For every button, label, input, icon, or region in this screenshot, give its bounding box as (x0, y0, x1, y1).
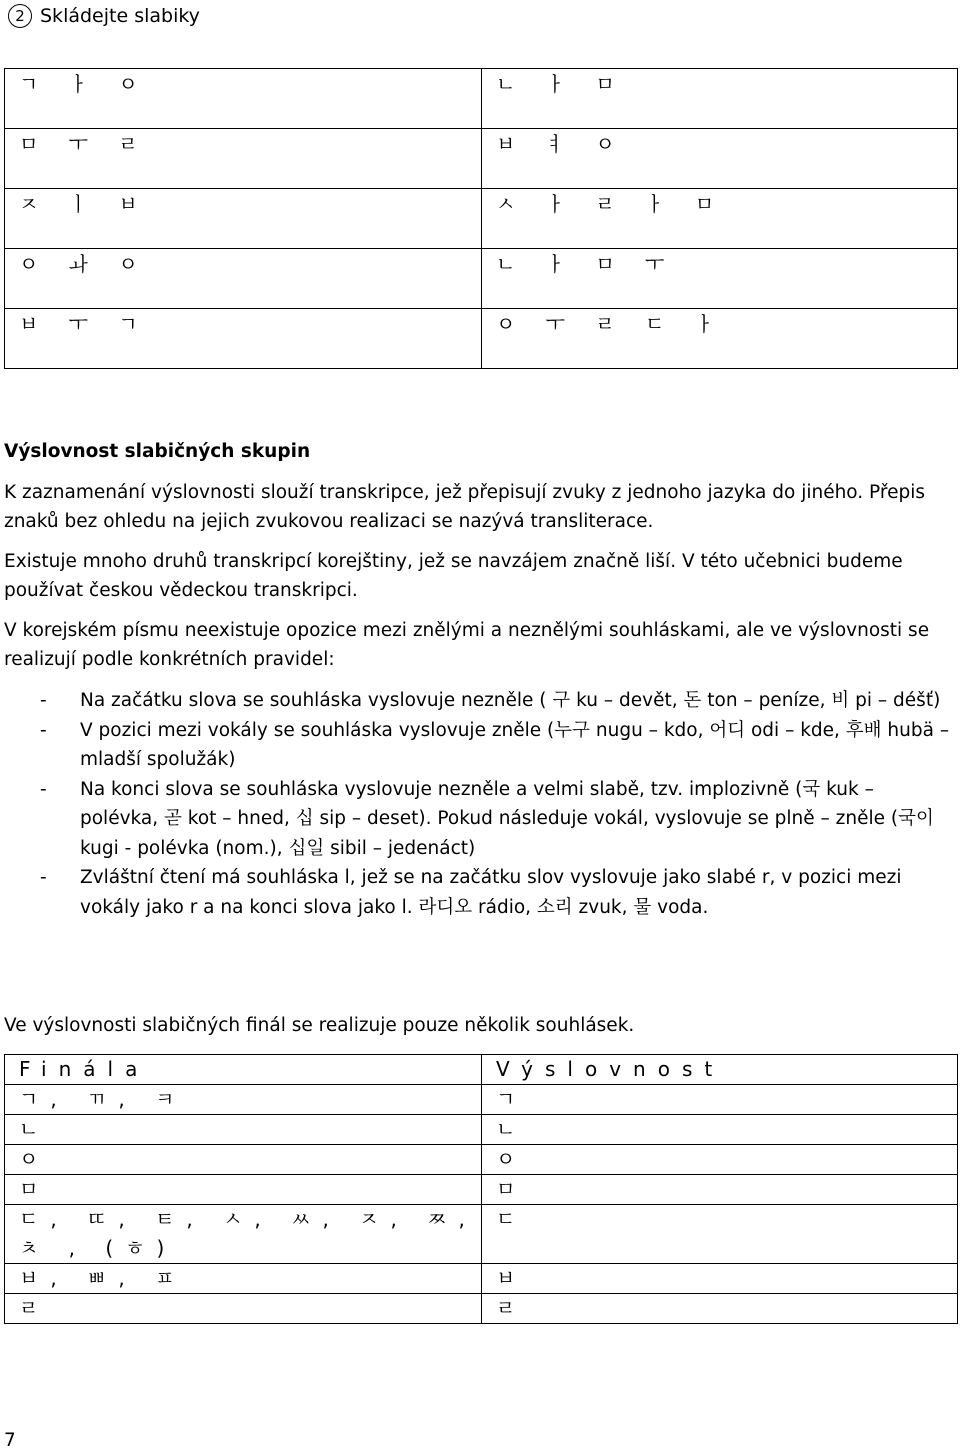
table-row (5, 69, 958, 129)
table-row (5, 189, 958, 249)
table-cell: ㅂ ㅜ ㄱ (5, 309, 482, 369)
paragraph-voicing: V korejském písmu neexistuje opozice mezi znělými a neznělými souhláskami, ale ve výslovnosti se realizují podle konkrétních pravidel: (4, 620, 930, 670)
table-row (5, 1294, 958, 1324)
table-row (5, 309, 958, 369)
exercise-title: Skládejte slabiky (40, 5, 200, 27)
table-cell: ㅁ (482, 1175, 958, 1205)
finals-table (4, 1054, 958, 1324)
table-row (5, 1175, 958, 1205)
table-row (5, 1115, 958, 1145)
table-cell: ㅇ ㅘ ㅇ (5, 249, 482, 309)
rule-text: Na začátku slova se souhláska vyslovuje nezněle ( 구 ku – devět, 돈 ton – peníze, 비 pi – déšť) (80, 690, 941, 711)
exercise-heading (4, 0, 200, 32)
paragraph-transcription: K zaznamenání výslovnosti slouží transkripce, jež přepisují zvuky z jednoho jazyka do jiného. Přepis znaků bez ohledu na jejich zvukovou realizaci se nazývá transliterace. (4, 482, 925, 532)
table-row (5, 1264, 958, 1294)
table-header: Výslovnost (482, 1055, 958, 1085)
table-cell: ㄷ, ㄸ, ㅌ, ㅅ, ㅆ, ㅈ, ㅉ, ㅊ , (ㅎ) (5, 1205, 482, 1264)
list-dash: - (40, 778, 47, 800)
table-cell: ㄱ, ㄲ, ㅋ (5, 1085, 482, 1115)
table-cell: ㄴ ㅏ ㅁ (482, 69, 958, 129)
list-item (4, 863, 956, 922)
table-cell: ㄱ (482, 1085, 958, 1115)
table-cell: ㅇ (482, 1145, 958, 1175)
table-cell: ㅁ (5, 1175, 482, 1205)
table-cell: ㄹ (5, 1294, 482, 1324)
table-header-row (5, 1055, 958, 1085)
list-dash: - (40, 867, 47, 888)
exercise-number: 2 (8, 4, 32, 28)
table-row (5, 129, 958, 189)
table-cell: ㅂ ㅕ ㅇ (482, 129, 958, 189)
table-cell: ㅁ ㅜ ㄹ (5, 129, 482, 189)
table-row (5, 249, 958, 309)
table-row (5, 1205, 958, 1264)
table-cell: ㅂ (482, 1264, 958, 1294)
table-cell: ㄴ (482, 1115, 958, 1145)
section-title: Výslovnost slabičných skupin (4, 441, 311, 462)
table-cell: ㄴ (5, 1115, 482, 1145)
rules-list (4, 686, 956, 922)
table-cell: ㅂ, ㅃ, ㅍ (5, 1264, 482, 1294)
table-cell: ㄷ (482, 1205, 958, 1264)
table-row (5, 1145, 958, 1175)
table-header: Finála (5, 1055, 482, 1085)
paragraph-transcription-types: Existuje mnoho druhů transkripcí korejštiny, jež se navzájem značně liší. V této učebnici budeme používat českou vědeckou transkripci. (4, 551, 903, 601)
list-item (4, 716, 956, 775)
list-dash: - (40, 690, 47, 711)
syllable-table (4, 68, 958, 369)
table-cell: ㅇ (5, 1145, 482, 1175)
table-cell: ㅈ ㅣ ㅂ (5, 189, 482, 249)
table-cell: ㄹ (482, 1294, 958, 1324)
list-dash: - (40, 719, 47, 741)
list-item (4, 775, 956, 864)
table-row (5, 1085, 958, 1115)
table-cell: ㅅ ㅏ ㄹ ㅏ ㅁ (482, 189, 958, 249)
list-item (4, 686, 956, 716)
paragraph-finals: Ve výslovnosti slabičných finál se realizuje pouze několik souhlásek. (4, 1015, 635, 1036)
rule-text: Na konci slova se souhláska vyslovuje nezněle a velmi slabě, tzv. implozivně (국 kuk – polévka, 곧 kot – hned, 십 sip – deset). Pokud následuje vokál, vyslovuje se plně – zněle (국이 kugi - polévka (nom.), 십일 sibil – jedenáct) (80, 778, 934, 859)
page-number: 7 (4, 1430, 16, 1451)
table-cell: ㅇ ㅜ ㄹ ㄷ ㅏ (482, 309, 958, 369)
rule-text: Zvláštní čtení má souhláska l, jež se na začátku slov vyslovuje jako slabé r, v pozici mezi vokály jako r a na konci slova jako l. 라디오 rádio, 소리 zvuk, 물 voda. (80, 867, 902, 918)
rule-text: V pozici mezi vokály se souhláska vyslovuje zněle (누구 nugu – kdo, 어디 odi – kde, 후배 hubä – mladší spolužák) (80, 719, 950, 770)
table-cell: ㄱ ㅏ ㅇ (5, 69, 482, 129)
table-cell: ㄴ ㅏ ㅁ ㅜ (482, 249, 958, 309)
